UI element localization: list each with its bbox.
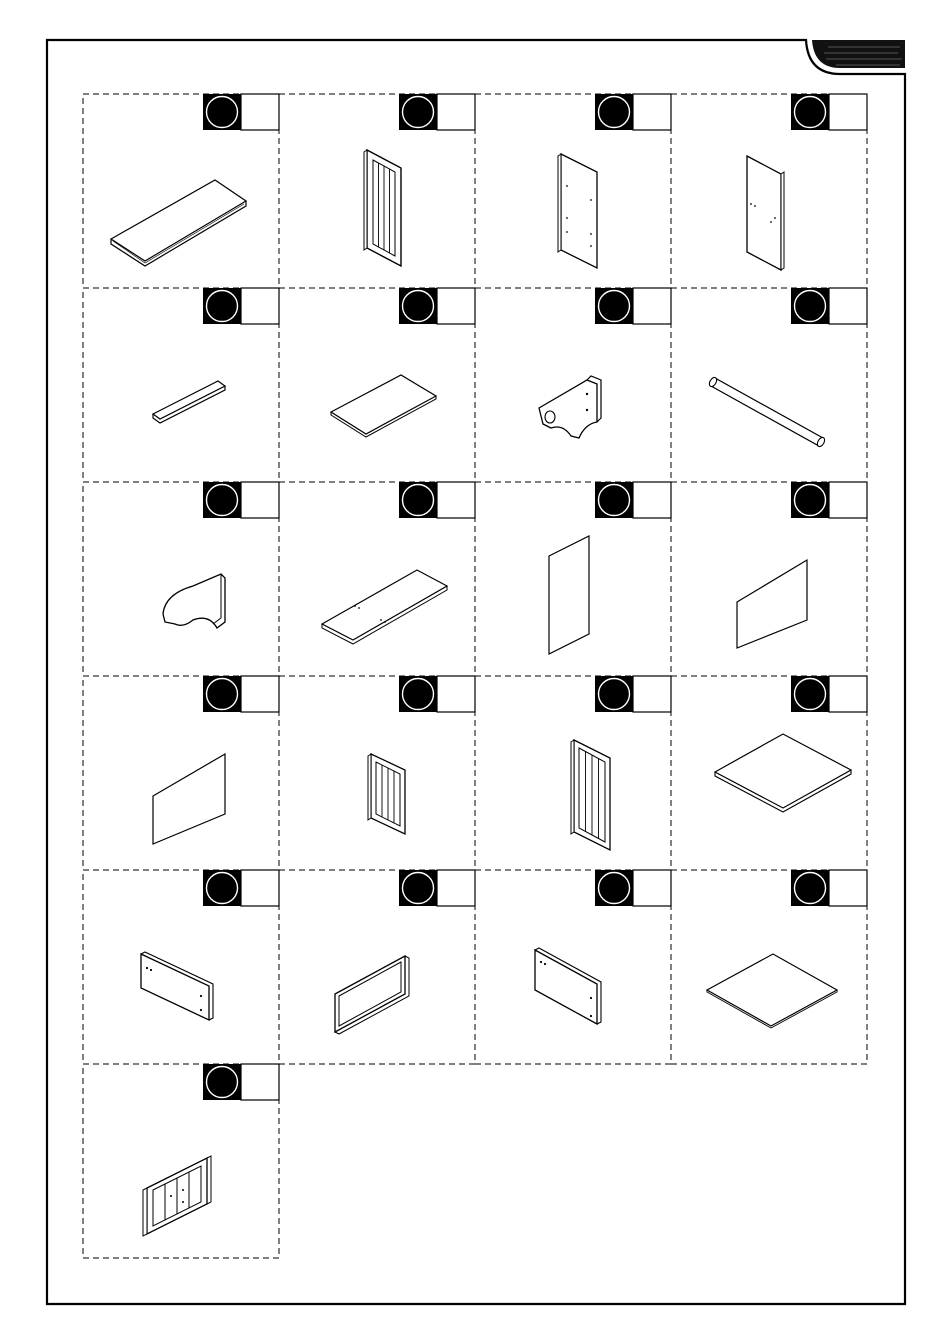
tall-drilled-panel-mirrored-drawing	[747, 156, 784, 270]
bracket-with-hole-drawing	[539, 376, 601, 438]
part-label-badge	[595, 870, 671, 906]
thin-board-drawing	[331, 375, 436, 437]
part-cell	[475, 482, 671, 676]
part-label-badge	[203, 288, 279, 324]
slatted-tall-door-drawing	[571, 740, 610, 850]
part-label-badge	[203, 1064, 279, 1100]
part-cell	[83, 288, 279, 482]
slatted-short-panel-drawing	[368, 754, 405, 834]
part-cell	[671, 870, 867, 1064]
part-cell	[671, 676, 867, 870]
part-cell	[279, 482, 475, 676]
part-label-badge	[399, 94, 475, 130]
flat-long-panel-drawing	[111, 180, 246, 266]
part-label-badge	[399, 482, 475, 518]
part-cell	[279, 676, 475, 870]
tall-thin-sheet-drawing	[549, 536, 589, 654]
sheet-mirrored-drawing	[153, 754, 225, 844]
part-cell	[475, 870, 671, 1064]
part-label-badge	[595, 676, 671, 712]
part-label-badge	[791, 676, 867, 712]
part-label-badge	[595, 94, 671, 130]
part-label-badge	[399, 870, 475, 906]
part-label-badge	[203, 870, 279, 906]
part-cell	[279, 94, 475, 288]
slatted-tall-panel-drawing	[364, 150, 401, 266]
thin-square-sheet-drawing	[707, 954, 837, 1028]
part-cell	[475, 676, 671, 870]
part-label-badge	[203, 482, 279, 518]
part-cell	[475, 94, 671, 288]
part-cell	[671, 482, 867, 676]
slatted-gate-drawing	[143, 1156, 211, 1236]
part-cell	[671, 288, 867, 482]
round-rod-drawing	[708, 376, 826, 448]
part-label-badge	[203, 676, 279, 712]
part-cell	[83, 676, 279, 870]
part-label-badge	[791, 288, 867, 324]
part-cell	[671, 94, 867, 288]
drilled-side-panel-2-drawing	[535, 948, 601, 1024]
part-label-badge	[791, 870, 867, 906]
sheet-drawing	[737, 560, 807, 648]
part-label-badge	[791, 94, 867, 130]
short-board-drawing	[153, 381, 225, 423]
part-cell	[83, 482, 279, 676]
part-label-badge	[203, 94, 279, 130]
framed-panel-drawing	[335, 956, 409, 1034]
part-cell	[279, 288, 475, 482]
drilled-side-panel-drawing	[141, 952, 213, 1020]
tall-drilled-panel-drawing	[558, 154, 597, 268]
square-top-panel-drawing	[715, 734, 851, 812]
part-cell	[475, 288, 671, 482]
part-cell	[279, 870, 475, 1064]
part-label-badge	[791, 482, 867, 518]
part-cell	[83, 870, 279, 1064]
part-label-badge	[399, 676, 475, 712]
curved-block-drawing	[163, 574, 225, 628]
part-label-badge	[399, 288, 475, 324]
long-drilled-board-drawing	[322, 570, 447, 644]
part-label-badge	[595, 482, 671, 518]
corner-tab	[812, 40, 905, 68]
part-label-badge	[595, 288, 671, 324]
part-cell	[83, 1064, 279, 1258]
part-cell	[83, 94, 279, 288]
